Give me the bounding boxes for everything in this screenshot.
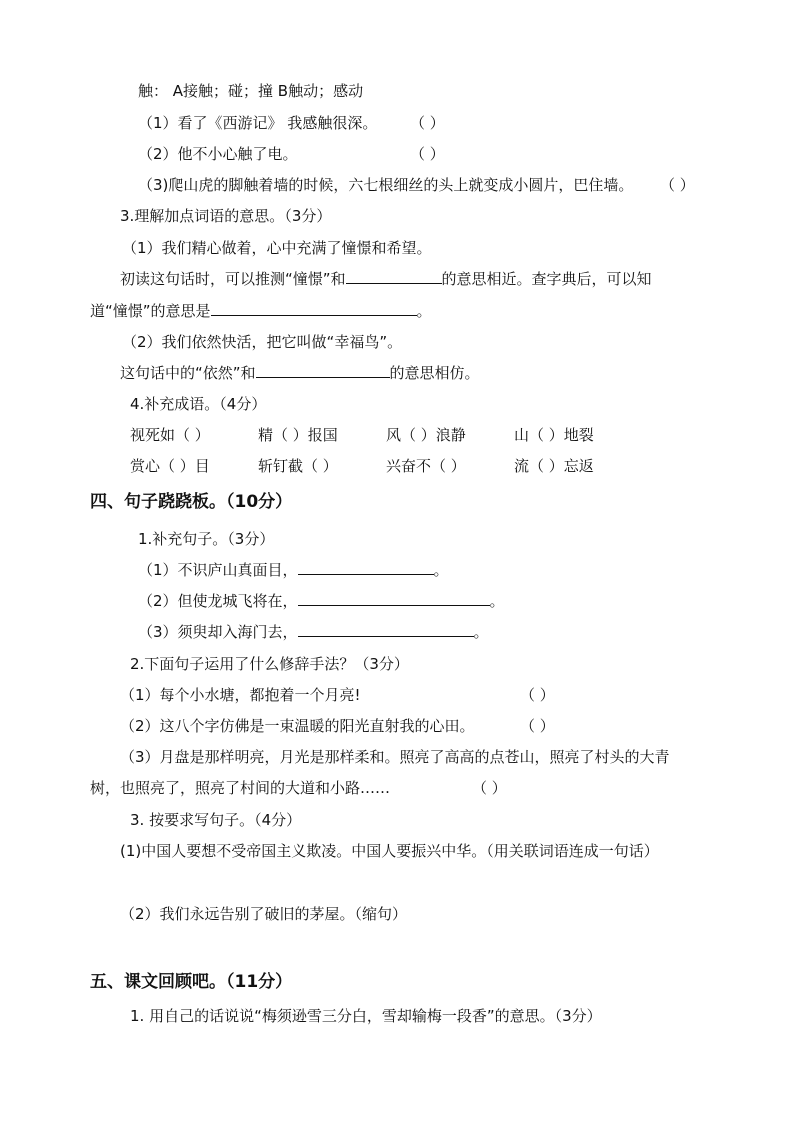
q3-s1-answer-line-2[interactable] bbox=[211, 301, 417, 316]
idiom-2-1[interactable]: 赏心（ ）目 bbox=[130, 457, 210, 475]
q3-sentence-2: （2）我们依然快活，把它叫做“幸福鸟”。 bbox=[122, 333, 403, 351]
chu-item-text: （1）看了《西游记》 我感触很深。 bbox=[138, 114, 378, 132]
s4-q1-item-end: 。 bbox=[473, 623, 489, 641]
s4-q1-answer-line-3[interactable] bbox=[298, 622, 474, 637]
q3-s1-line2-text-b: 。 bbox=[416, 302, 432, 320]
idiom-1-4[interactable]: 山（ ）地裂 bbox=[514, 426, 594, 444]
q3-s2-line bbox=[120, 363, 480, 383]
q3-s2-answer-line[interactable] bbox=[256, 363, 390, 378]
s4-q2-item-1: （1）每个小水塘，都抱着一个月亮! bbox=[120, 686, 361, 704]
s4-q2-item-3-line-1: （3）月盘是那样明亮，月光是那样柔和。照亮了高高的点苍山，照亮了村头的大青 bbox=[120, 748, 670, 766]
idiom-2-2[interactable]: 斩钉截（ ） bbox=[258, 457, 338, 475]
q3-s1-line1-text-b: 的意思相近。查字典后，可以知 bbox=[441, 270, 652, 288]
q3-s2-text-a: 这句话中的“依然”和 bbox=[120, 364, 256, 382]
chu-item-3-answer-blank[interactable]: （ ） bbox=[660, 176, 695, 194]
s4-q2-item-2: （2）这八个字仿佛是一束温暖的阳光直射我的心田。 bbox=[120, 717, 475, 735]
q3-s1-line2 bbox=[90, 301, 432, 321]
s4-q1-answer-line-1[interactable] bbox=[298, 560, 434, 575]
s4-q3-item-1: (1)中国人要想不受帝国主义欺凌。中国人要振兴中华。（用关联词语连成一句话） bbox=[120, 842, 659, 860]
s4-q1-item-end: 。 bbox=[489, 592, 505, 610]
s4-q1-item-2 bbox=[138, 591, 505, 611]
idiom-1-1[interactable]: 视死如（ ） bbox=[130, 426, 210, 444]
section-4-heading: 四、句子跷跷板。（10分） bbox=[90, 492, 293, 512]
chu-definition: 触： A接触；碰；撞 B触动；感动 bbox=[138, 82, 364, 100]
s4-q1-item-text: （2）但使龙城飞将在， bbox=[138, 592, 298, 610]
chu-item-2-answer-blank[interactable]: （ ） bbox=[410, 145, 445, 163]
q3-s1-line1-text-a: 初读这句话时，可以推测“憧憬”和 bbox=[120, 270, 346, 288]
idiom-2-4[interactable]: 流（ ）忘返 bbox=[514, 457, 594, 475]
s4-q1-item-text: （3）须臾却入海门去， bbox=[138, 623, 298, 641]
chu-item-text: （2）他不小心触了电。 bbox=[138, 145, 298, 163]
s4-q2-item-1-answer-blank[interactable]: （ ） bbox=[520, 686, 555, 704]
s4-q1-title: 1.补充句子。（3分） bbox=[138, 530, 275, 548]
q4-title: 4.补充成语。（4分） bbox=[130, 395, 267, 413]
s4-q1-answer-line-2[interactable] bbox=[298, 591, 490, 606]
q3-s1-answer-line-1[interactable] bbox=[346, 269, 442, 284]
chu-item-1 bbox=[138, 113, 377, 133]
q3-s1-line1 bbox=[120, 269, 652, 289]
chu-item-3 bbox=[138, 175, 633, 195]
s4-q3-title: 3. 按要求写句子。（4分） bbox=[130, 811, 302, 829]
s5-q1: 1. 用自己的话说说“梅须逊雪三分白，雪却输梅一段香”的意思。（3分） bbox=[130, 1007, 602, 1025]
chu-item-text: （3)爬山虎的脚触着墙的时候，六七根细丝的头上就变成小圆片，巴住墙。 bbox=[138, 176, 634, 194]
section-5-heading: 五、课文回顾吧。（11分） bbox=[90, 972, 293, 992]
s4-q1-item-end: 。 bbox=[433, 561, 449, 579]
chu-item-1-answer-blank[interactable]: （ ） bbox=[410, 114, 445, 132]
s4-q3-item-2: （2）我们永远告别了破旧的茅屋。（缩句） bbox=[120, 905, 408, 923]
q3-sentence-1: （1）我们精心做着，心中充满了憧憬和希望。 bbox=[122, 239, 432, 257]
s4-q2-title: 2.下面句子运用了什么修辞手法？（3分） bbox=[130, 655, 409, 673]
idiom-1-2[interactable]: 精（ ）报国 bbox=[258, 426, 338, 444]
s4-q2-item-3-answer-blank[interactable]: （ ） bbox=[472, 779, 507, 797]
s4-q1-item-3 bbox=[138, 622, 489, 642]
s4-q2-item-3-line-2: 树，也照亮了，照亮了村间的大道和小路…… bbox=[90, 779, 391, 797]
q3-s2-text-b: 的意思相仿。 bbox=[389, 364, 480, 382]
s4-q1-item-text: （1）不识庐山真面目， bbox=[138, 561, 298, 579]
s4-q1-item-1 bbox=[138, 560, 449, 580]
q3-s1-line2-text-a: 道“憧憬”的意思是 bbox=[90, 302, 211, 320]
idiom-1-3[interactable]: 风（ ）浪静 bbox=[386, 426, 466, 444]
chu-item-2 bbox=[138, 144, 298, 164]
q3-title: 3.理解加点词语的意思。（3分） bbox=[120, 207, 332, 225]
idiom-2-3[interactable]: 兴奋不（ ） bbox=[386, 457, 466, 475]
s4-q2-item-2-answer-blank[interactable]: （ ） bbox=[520, 717, 555, 735]
